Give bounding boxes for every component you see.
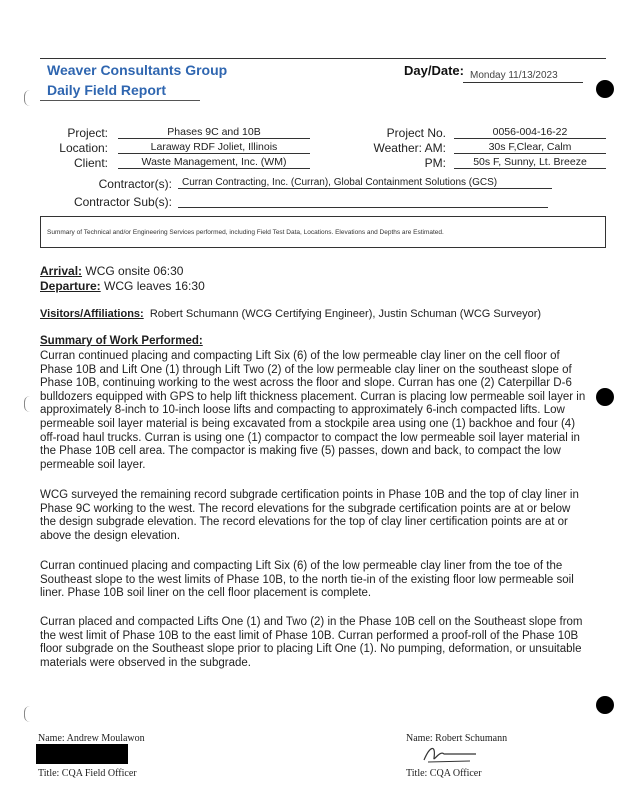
punch-hole-icon — [596, 696, 614, 714]
weather-am-label: Weather: AM: — [373, 141, 446, 155]
header-rule — [40, 58, 606, 59]
visitors-label: Visitors/Affiliations: — [40, 308, 144, 320]
project-value: Phases 9C and 10B — [118, 126, 310, 139]
contractor-subs-label: Contractor Sub(s): — [73, 195, 172, 209]
contractor-subs-value — [178, 195, 548, 208]
company-name: Weaver Consultants Group — [47, 62, 228, 78]
arrival-value: WCG onsite 06:30 — [85, 264, 184, 278]
punch-hole-icon — [596, 80, 614, 98]
paragraph-2: WCG surveyed the remaining record subgrade certification points in Phase 10B and the top of clay liner in Phase 9C working to the west. The record elevations for the subgrade certification points are at or below the design subgrade elevation. The record elevations for the top of clay liner certification points are at or above the design elevation. — [40, 489, 579, 542]
weather-am-value: 30s F,Clear, Calm — [454, 141, 606, 154]
paragraph-1: Curran continued placing and compacting Lift Six (6) of the low permeable clay liner on the cell floor of Phase 10B and Lift One (1) through Lift Two (2) of the low permeable clay liner on the southeast slope of Phase 10B, continuing working to the west across the floor and slope. Curran has one (2) Caterpillar D-6 bulldozers equipped with GPS to help lift thickness placement. Curran is placing low permeable soil layer in approximately 8-inch to 10-inch loose lifts and compacting to approximately 6-inch compacted lifts. Low permeable soil layer material is being excavated from a stockpile area using one (1) backhoe and four (4) off-road haul trucks. Curran is using one (1) compactor to compact the low permeable soil layer material in the Phase 10B cell area. The compactor is making five (5) passes, down and back, to compact the low permeable soil layer. — [40, 350, 586, 471]
daydate-value: Monday 11/13/2023 — [470, 70, 558, 81]
arrival-label: Arrival: — [40, 264, 83, 278]
paragraph-4: Curran placed and compacted Lifts One (1) and Two (2) in the Phase 10B cell on the Southeast slope from the west limit of Phase 10B to the east limit of Phase 10B. Curran performed a proof-roll of the Phase 10B floor subgrade on the Southeast slope prior to placing Lift One (1). No pumping, deformation, or unsuitable materials were observed in the subgrade. — [40, 616, 583, 669]
paragraph-3: Curran continued placing and compacting Lift Six (6) of the low permeable clay liner from the toe of the Southeast slope to the west limits of Phase 10B, to the north tie-in of the existing floor low permeable soil liner. Phase 10B soil liner on the cell floor placement is complete. — [40, 560, 574, 600]
departure-label: Departure: — [40, 279, 101, 293]
handwritten-signature-icon — [420, 742, 480, 766]
daydate-label: Day/Date: — [404, 63, 464, 78]
pm-value: 50s F, Sunny, Lt. Breeze — [454, 156, 606, 169]
project-no-label: Project No. — [386, 126, 446, 140]
contractors-value: Curran Contracting, Inc. (Curran), Global Containment Solutions (GCS) — [178, 177, 552, 189]
scan-mark-icon — [24, 396, 31, 412]
summary-box — [40, 216, 606, 248]
location-label: Location: — [59, 141, 108, 155]
project-label: Project: — [67, 126, 108, 140]
departure-line — [40, 279, 205, 293]
arrival-line — [40, 264, 183, 278]
summary-heading: Summary of Work Performed: — [40, 335, 203, 347]
location-value: Laraway RDF Joliet, Illinois — [118, 141, 310, 154]
summary-box-text: Summary of Technical and/or Engineering Services performed, including Field Test Data, Locations. Elevations and Depths are Estimated. — [47, 229, 444, 236]
scan-mark-icon — [24, 90, 31, 106]
project-no-value: 0056-004-16-22 — [454, 126, 606, 139]
left-signer-name: Name: Andrew Moulawon — [38, 733, 145, 744]
punch-hole-icon — [596, 388, 614, 406]
right-signer-title: Title: CQA Officer — [406, 768, 482, 779]
left-signer-title: Title: CQA Field Officer — [38, 768, 137, 779]
right-signer-name: Name: Robert Schumann — [406, 733, 508, 744]
client-value: Waste Management, Inc. (WM) — [118, 156, 310, 169]
title-underline — [40, 100, 200, 101]
pm-label: PM: — [424, 156, 446, 170]
daydate-line — [463, 82, 583, 83]
client-label: Client: — [73, 156, 108, 170]
contractors-label: Contractor(s): — [98, 177, 172, 191]
scan-mark-icon — [24, 706, 31, 722]
redacted-signature — [36, 744, 128, 764]
report-title: Daily Field Report — [47, 82, 167, 98]
visitors-value: Robert Schumann (WCG Certifying Engineer), Justin Schuman (WCG Surveyor) — [149, 308, 542, 320]
departure-value: WCG leaves 16:30 — [104, 279, 205, 293]
visitors-line — [40, 308, 541, 320]
